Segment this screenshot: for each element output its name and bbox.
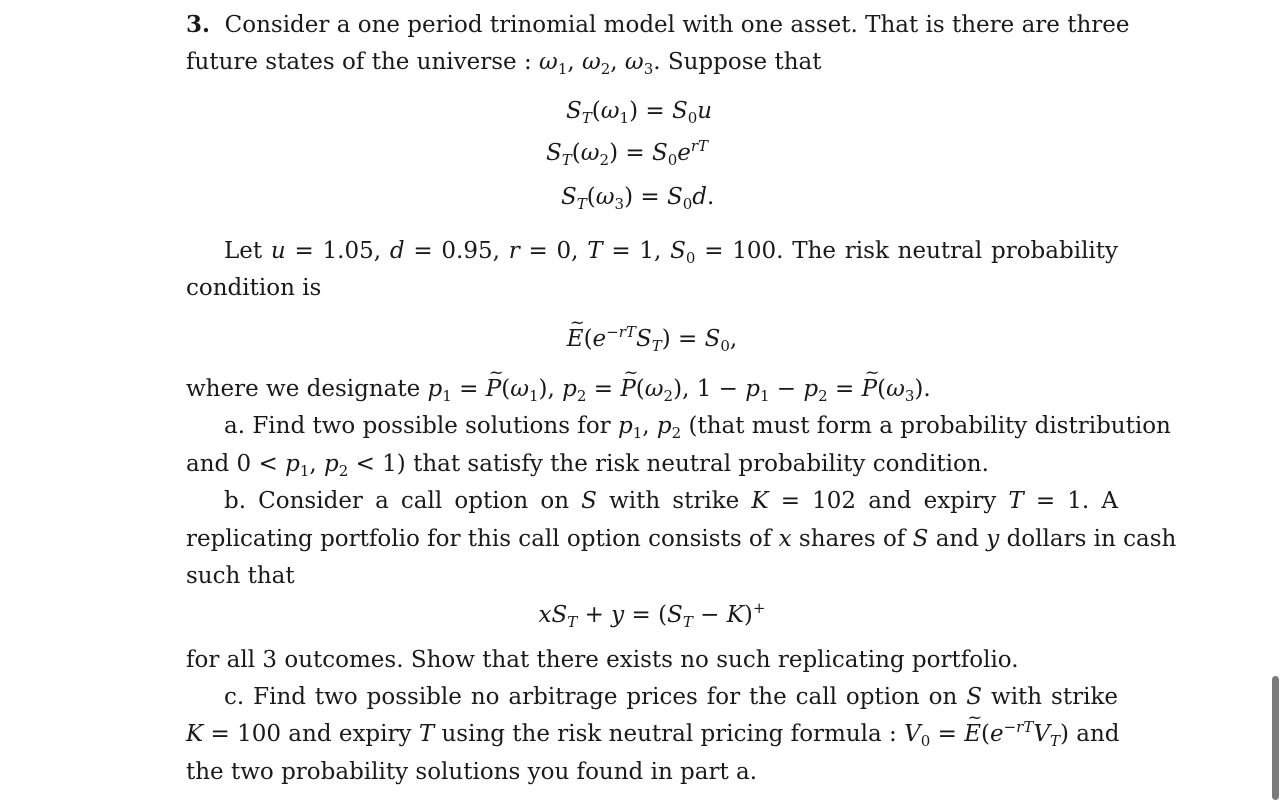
part-b-line-2: replicating portfolio for this call option consists of x shares of S and y dollars in cash xyxy=(186,526,1177,552)
parameters-line-2: condition is xyxy=(186,275,322,301)
intro-line-2: future states of the universe : $\omega_1$, $\omega_2$, $\omega_3$. Suppose that xyxy=(186,49,822,78)
scrollbar-thumb[interactable] xyxy=(1272,676,1279,800)
intro-line-1: 3. Consider a one period trinomial model with one asset. That is there are three xyxy=(186,11,1130,38)
part-b-line-1: b. Consider a call option on S with strike K = 102 and expiry T = 1. A xyxy=(224,488,1118,514)
part-c-line-2: K = 100 and expiry T using the risk neutral pricing formula : $V_0$ = ~ $E(e^{-rT}V_T)$ and xyxy=(186,715,1118,753)
replication-equation: $xS_T + y = (S_T - K)^+$ xyxy=(538,599,766,631)
parameters-line-1: Let u = 1.05, d = 0.95, r = 0, T = 1, $S_0 = 100$. The risk neutral probability xyxy=(224,238,1119,267)
equation-3: $S_T(\omega_3) = S_0d$. xyxy=(561,184,715,213)
equation-1: $S_T(\omega_1) = S_0u$ xyxy=(566,98,713,127)
vertical-scrollbar[interactable] xyxy=(1266,0,1284,800)
equation-2: $S_T(\omega_2) = S_0e^{rT}$ xyxy=(546,137,709,169)
part-c-line-3: the two probability solutions you found in part a. xyxy=(186,759,758,785)
part-a-line-2: and $0 < p_1$, $p_2 < 1$) that satisfy the risk neutral probability condition. xyxy=(186,451,989,480)
part-b-line-3: such that xyxy=(186,563,295,589)
part-b-line-4: for all 3 outcomes. Show that there exists no such replicating portfolio. xyxy=(186,647,1019,673)
risk-neutral-equation: ~ $E(e^{-rT}S_T) = S_0$, xyxy=(186,320,1118,358)
part-a-line-1: a. Find two possible solutions for $p_1$, $p_2$ (that must form a probability distribution xyxy=(224,413,1171,442)
part-c-line-1: c. Find two possible no arbitrage prices for the call option on S with strike xyxy=(224,684,1118,710)
designation-line: where we designate $p_1$ = ~ $P(\omega_1)$, $p_2$ = ~ $P(\omega_2)$, $1 - p_1 - p_2$ = ~ $P(\omega_3)$. xyxy=(186,370,931,408)
